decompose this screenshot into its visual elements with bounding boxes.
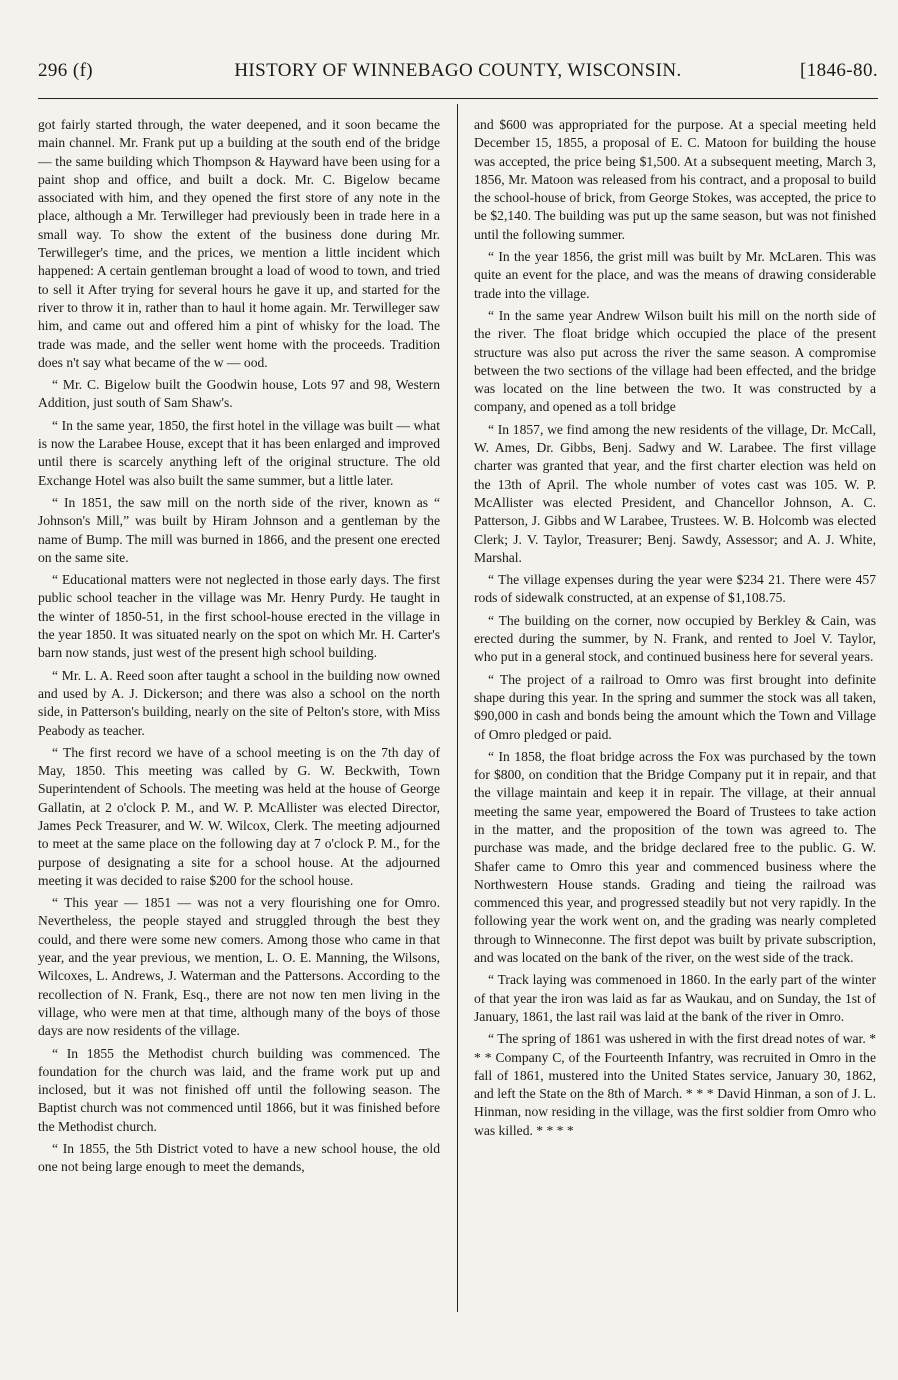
paragraph: “ The project of a railroad to Omro was first brought into definite shape during this year. In the spring and summer the stock was all taken, $90,000 in cash and bonds being the amount which the Town and Village of Omro pledged or paid.	[474, 671, 876, 742]
paragraph: “ The village expenses during the year were $234 21. There were 457 rods of sidewalk constructed, at an expense of $1,108.75.	[474, 572, 876, 606]
page-header	[38, 56, 878, 86]
paragraph: “ Mr. L. A. Reed soon after taught a school in the building now owned and used by A. J. Dickerson; and there was also a school on the north side, in Patterson's building, nearly on the site of Pelton's store, with Miss Peabody as teacher.	[38, 667, 440, 738]
column-divider	[457, 104, 458, 1312]
paragraph: “ In the same year, 1850, the first hotel in the village was built — what is now the Larabee House, except that it has been enlarged and improved until there is scarcely anything left of the original structure. The old Exchange Hotel was also built the same summer, but a little later.	[38, 417, 440, 488]
paragraph: “ Educational matters were not neglected in those early days. The first public school teacher in the village was Mr. Henry Purdy. He taught in the winter of 1850-51, in the first school-house erected in the village in the year 1850. It was situated nearly on the spot on which Mr. H. Carter's barn now stands, just west of the present high school building.	[38, 572, 440, 661]
paragraph: “ In 1855 the Methodist church building was commenced. The foundation for the church was laid, and the frame work put up and inclosed, but it was not finished off until the following season. The Baptist church was not commenced until 1866, but it was finished before the Methodist church.	[38, 1045, 440, 1134]
paragraph: got fairly started through, the water deepened, and it soon became the main channel. Mr. Frank put up a building at the south end of the bridge — the same building which Thompson & Hayward have been using for a paint shop and office, and built a dock. Mr. C. Bigelow became associated with him, and they opened the first store of any note in the place, although a Mr. Terwilleger had previously been in trade here in a small way. To show the extent of the business done during Mr. Terwilleger's time, and the prices, we mention a little incident which happened: A certain gentleman brought a load of wood to town, and tried to sell it After trying for several hours he gave it up, and started for the river to throw it in, rather than to haul it home again. Mr. Terwilleger saw him, and came out and offered him a pint of whisky for the load. The trade was made, and the seller went home with the proceeds. Tradition does n't say what became of the w — ood.	[38, 117, 440, 370]
right-column	[474, 116, 876, 1144]
paragraph: “ In 1857, we find among the new residents of the village, Dr. McCall, W. Ames, Dr. Gibbs, Benj. Sadwy and W. Larabee. The first village charter was granted that year, and the first charter election was held on the 13th of April. The whole number of votes cast was 105. W. P. McAllister was elected President, and Chancellor Johnson, A. C. Patterson, J. Gibbs and W Larabee, Trustees. W. B. Holcomb was elected Clerk; J. V. Taylor, Treasurer; Benj. Sawdy, Assessor; and A. J. White, Marshal.	[474, 421, 876, 565]
paragraph: “ In 1858, the float bridge across the Fox was purchased by the town for $800, on condition that the Bridge Company put it in repair, and that the village maintain and keep it in repair. The village, at their annual meeting the same year, empowered the Board of Trustees to take action in the matter, and the proposition of the town was agreed to. The purchase was made, and the bridge declared free to the public. G. W. Shafer came to Omro this year and commenced business where the Northwestern House stands. Grading and tieing the railroad was commenced this year, and progressed steadily but not very rapidly. In the following year the work went on, and the grading was nearly completed through to Winneconne. The first depot was built by private subscription, and was located on the bank of the river, on the west side of the track.	[474, 748, 876, 966]
header-rule	[38, 98, 878, 99]
paragraph: “ Track laying was commenoed in 1860. In the early part of the winter of that year the iron was laid as far as Waukau, and on Sunday, the 1st of January, 1861, the last rail was laid at the bank of the river in Omro.	[474, 972, 876, 1024]
page-title: HISTORY OF WINNEBAGO COUNTY, WISCONSIN.	[234, 60, 682, 81]
page-number: 296 (f)	[38, 60, 94, 81]
paragraph: “ In the same year Andrew Wilson built his mill on the north side of the river. The float bridge which occupied the place of the present structure was also put across the river the same season. A compromise between the two sections of the village had been effected, and the bridge was located on the line between the two. It was constructed by a company, and opened as a toll bridge	[474, 307, 876, 415]
paragraph: “ This year — 1851 — was not a very flourishing one for Omro. Nevertheless, the people stayed and struggled through the best they could, and there were some new comers. Among those who came in that year, and the year previous, we mention, L. O. E. Manning, the Wilsons, Wilcoxes, L. Andrews, J. Waterman and the Pattersons. According to the recollection of N. Frank, Esq., there are not now ten men living in the village, who were men at that time, although many of the boys of those days are now residents of the village.	[38, 895, 440, 1039]
paragraph: “ In 1855, the 5th District voted to have a new school house, the old one not being large enough to meet the demands,	[38, 1141, 440, 1175]
paragraph: and $600 was appropriated for the purpose. At a special meeting held December 15, 1855, a proposal of E. C. Matoon for building the house was accepted, the price being $1,500. At a subsequent meeting, March 3, 1856, Mr. Matoon was released from his contract, and a proposal to build the school-house of brick, from George Stokes, was accepted, the price to be $2,140. The building was put up the same season, but was not finished until the following summer.	[474, 117, 876, 242]
paragraph: “ The building on the corner, now occupied by Berkley & Cain, was erected during the summer, by N. Frank, and rented to Joel V. Taylor, who put in a general stock, and continued business here for several years.	[474, 612, 876, 665]
paragraph: “ In 1851, the saw mill on the north side of the river, known as “ Johnson's Mill,” was built by Hiram Johnson and a gentleman by the name of Bump. The mill was burned in 1866, and the present one erected on the same site.	[38, 494, 440, 565]
paragraph: “ The spring of 1861 was ushered in with the first dread notes of war. * * * Company C, of the Fourteenth Infantry, was recruited in Omro in the fall of 1861, mustered into the United States service, January 30, 1862, and left the State on the 8th of March. * * * David Hinman, a son of J. L. Hinman, now residing in the village, was the first soldier from Omro who was killed. * * * *	[474, 1031, 876, 1138]
year-range: [1846-80.	[799, 60, 878, 81]
left-column	[38, 116, 440, 1181]
paragraph: “ In the year 1856, the grist mill was built by Mr. McLaren. This was quite an event for the place, and was the means of drawing considerable trade into the village.	[474, 249, 876, 301]
paragraph: “ Mr. C. Bigelow built the Goodwin house, Lots 97 and 98, Western Addition, just south of Sam Shaw's.	[38, 377, 440, 411]
paragraph: “ The first record we have of a school meeting is on the 7th day of May, 1850. This meeting was called by G. W. Beckwith, Town Superintendent of Schools. The meeting was held at the house of George Gallatin, at 2 o'clock P. M., and W. P. McAllister was elected Director, James Peck Treasurer, and W. W. Wilcox, Clerk. The meeting adjourned to meet at the same place on the following day at 7 o'clock P. M., for the purpose of designating a site for a school house. At the adjourned meeting it was decided to raise $200 for the school house.	[38, 744, 440, 888]
